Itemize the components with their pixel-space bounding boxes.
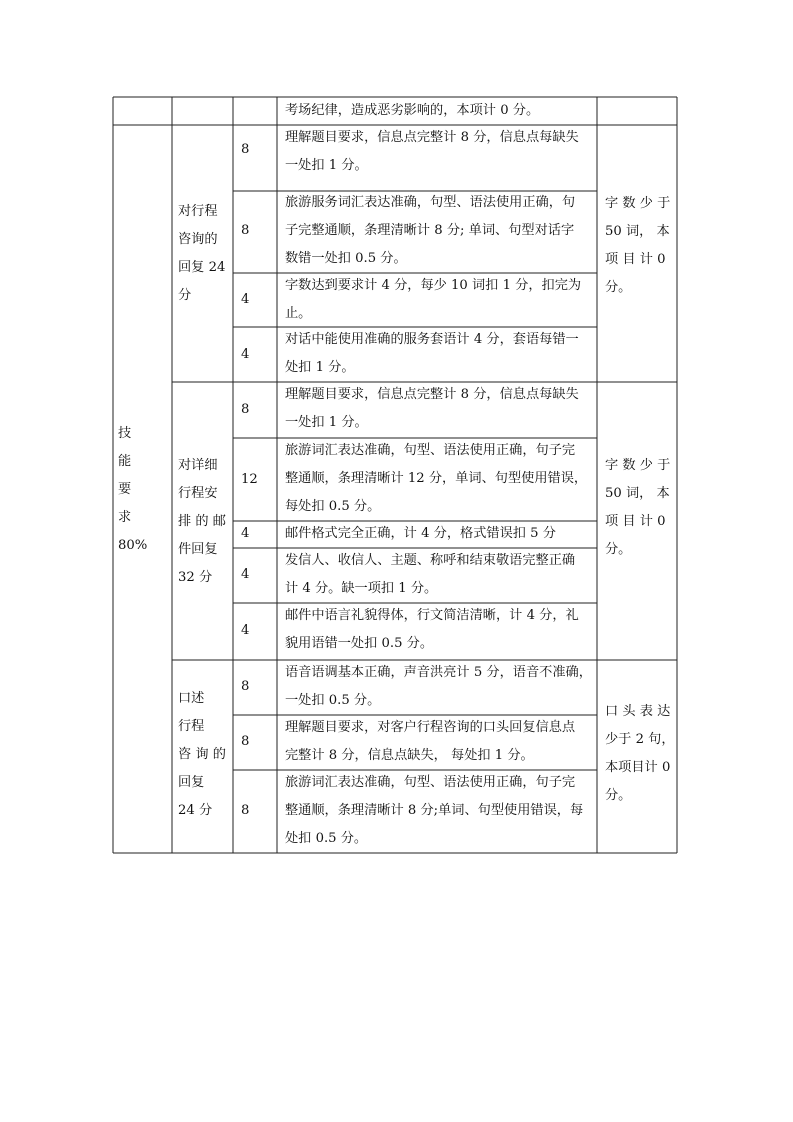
category-line: 要 [118,482,132,497]
row-note [605,452,673,564]
group-title-line: 排 的 邮 [178,514,226,529]
row-criterion [285,602,579,658]
note-line: 分。 [605,542,632,557]
group-title-line: 32 分 [178,570,213,585]
category-label [118,420,168,560]
group-title-line: 行程安 [178,486,218,501]
criterion-line: 止。 [285,306,312,321]
note-line: 少于 2 句， [605,732,675,747]
criterion-line: 理解题目要求，信息点完整计 8 分，信息点每缺失 [285,130,579,145]
row-score: 8 [241,734,250,749]
group-title-line: 咨询的 [178,232,218,247]
row-criterion [285,714,575,770]
criterion-line: 整通顺，条理清晰计 12 分，单词、句型使用错误， [285,471,588,486]
group-title-line: 咨 询 的 [178,747,226,762]
criterion-line: 数错一处扣 0.5 分。 [285,251,407,266]
note-line: 项 目 计 0 [605,252,666,267]
row-score: 4 [241,567,250,582]
row-score: 4 [241,347,250,362]
row-score: 8 [241,679,250,694]
row-score: 4 [241,623,250,638]
row-criterion [285,769,583,853]
note-line: 50 词， 本 [605,486,670,501]
note-line: 分。 [605,788,632,803]
note-line: 字 数 少 于 [605,196,671,211]
criterion-line: 一处扣 1 分。 [285,415,368,430]
criterion-line: 貌用语错一处扣 0.5 分。 [285,636,434,651]
criterion-line: 每处扣 0.5 分。 [285,499,381,514]
criterion-line: 子完整通顺，条理清晰计 8 分; 单词、句型对话字 [285,223,575,238]
criterion-line: 理解题目要求，对客户行程咨询的口头回复信息点 [285,720,576,735]
note-line: 50 词， 本 [605,224,670,239]
criterion-line: 处扣 1 分。 [285,360,355,375]
criterion-line: 字数达到要求计 4 分，每少 10 词扣 1 分，扣完为 [285,278,582,293]
note-line: 口 头 表 达 [605,704,671,719]
row-score: 8 [241,402,250,417]
row-score: 8 [241,142,250,157]
criterion-line: 邮件中语言礼貌得体，行文简洁清晰，计 4 分，礼 [285,608,579,623]
group-title-line: 分 [178,288,192,303]
row-note [605,698,673,810]
criterion-line: 旅游服务词汇表达准确，句型、语法使用正确，句 [285,195,576,210]
category-line: 技 [118,426,132,441]
row-criterion [285,547,575,603]
row-criterion [285,189,575,273]
criterion-line: 计 4 分。缺一项扣 1 分。 [285,581,438,596]
row-score: 4 [241,292,250,307]
note-line: 项 目 计 0 [605,514,666,529]
row-criterion [285,326,579,382]
group-title-line: 行程 [178,719,205,734]
row-criterion [285,381,579,437]
row-score: 8 [241,223,250,238]
criterion-line: 理解题目要求，信息点完整计 8 分，信息点每缺失 [285,387,579,402]
group-title-line: 回复 [178,775,205,790]
criterion-line: 一处扣 0.5 分。 [285,693,381,708]
row-score: 4 [241,526,250,541]
category-line: 求 [118,510,132,525]
row-criterion [285,520,556,548]
row-criterion [285,124,579,180]
criterion-line: 一处扣 1 分。 [285,158,368,173]
criterion-line: 旅游词汇表达准确，句型、语法使用正确，句子完 [285,443,576,458]
criterion-line: 旅游词汇表达准确，句型、语法使用正确，句子完 [285,775,576,790]
criterion-line: 处扣 0.5 分。 [285,831,368,846]
group-title [178,685,230,825]
group-title [178,198,230,310]
criterion-line: 发信人、收信人、主题、称呼和结束敬语完整正确 [285,553,576,568]
row-criterion [285,272,581,328]
note-line: 分。 [605,280,632,295]
group-title-line: 回复 24 [178,260,226,275]
row-score: 8 [241,803,250,818]
note-line: 本项目计 0 [605,760,671,775]
category-line: 80% [118,538,148,553]
group-title-line: 口述 [178,691,205,706]
criterion-line: 对话中能使用准确的服务套语计 4 分，套语每错一 [285,332,579,347]
group-title-line: 对行程 [178,204,218,219]
criterion-line: 邮件格式完全正确，计 4 分，格式错误扣 5 分 [285,526,556,541]
group-title [178,452,230,592]
criterion-line: 语音语调基本正确，声音洪亮计 5 分，语音不准确， [285,665,592,680]
row-criterion [285,437,587,521]
top-row-text: 考场纪律，造成恶劣影响的，本项计 0 分。 [285,103,540,118]
note-line: 字 数 少 于 [605,458,671,473]
criterion-line: 完整计 8 分，信息点缺失， 每处扣 1 分。 [285,748,534,763]
row-criterion [285,659,592,715]
group-title-line: 件回复 [178,542,218,557]
group-title-line: 24 分 [178,803,213,818]
category-line: 能 [118,454,132,469]
group-title-line: 对详细 [178,458,218,473]
row-score: 12 [241,472,258,487]
criterion-line: 整通顺，条理清晰计 8 分;单词、句型使用错误，每 [285,803,584,818]
row-note [605,190,673,302]
